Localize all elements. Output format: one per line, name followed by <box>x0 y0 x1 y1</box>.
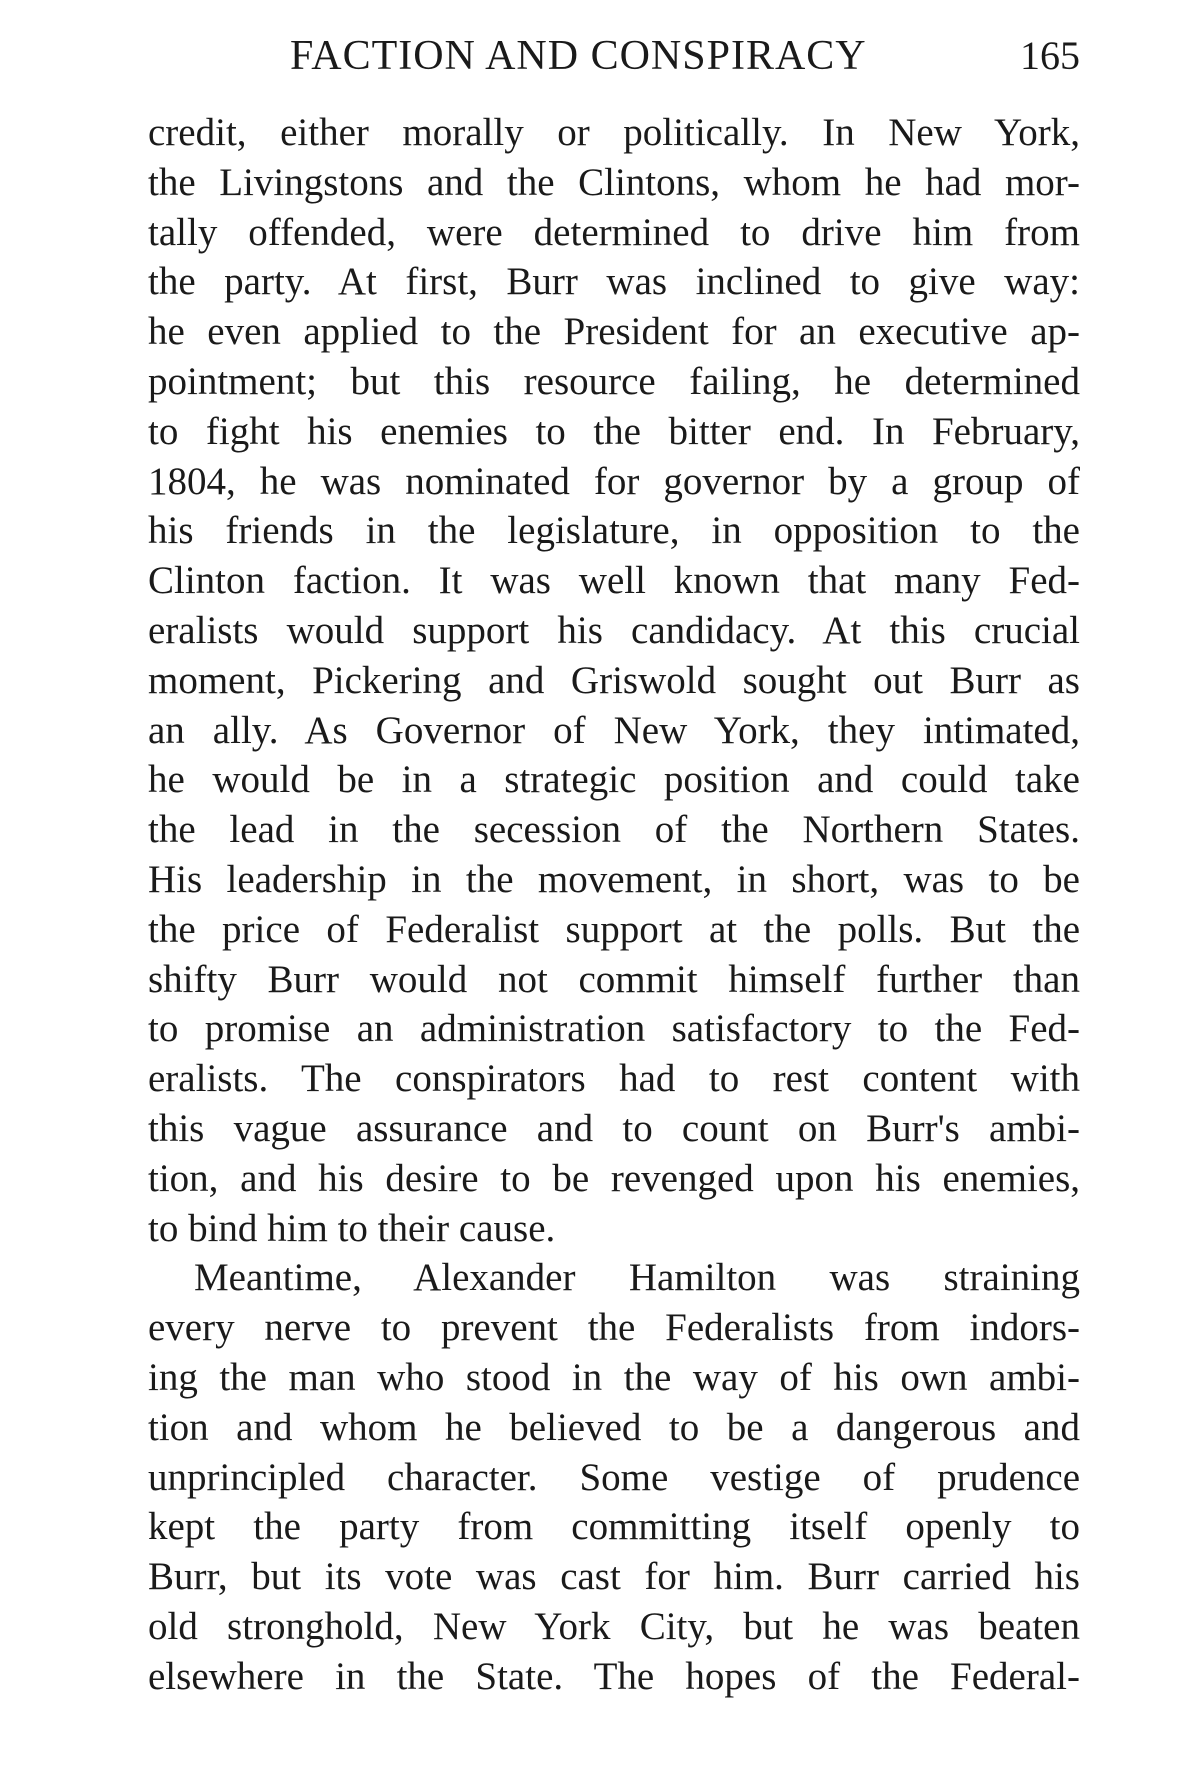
text-line: Burr, but its vote was cast for him. Burr carried his <box>148 1555 1080 1599</box>
text-line: he would be in a strategic position and could take <box>148 758 1080 802</box>
text-line: tion and whom he believed to be a dangerous and <box>148 1405 1080 1449</box>
text-line: kept the party from committing itself openly to <box>148 1505 1080 1549</box>
text-line: this vague assurance and to count on Burr's ambi- <box>148 1106 1080 1150</box>
text-line: an ally. As Governor of New York, they intimated, <box>148 708 1080 752</box>
text-line: to fight his enemies to the bitter end. In February, <box>148 409 1080 453</box>
text-line: eralists. The conspirators had to rest content with <box>148 1057 1080 1101</box>
running-head <box>290 30 1080 82</box>
text-line: ing the man who stood in the way of his own ambi- <box>148 1355 1080 1399</box>
text-line: the party. At first, Burr was inclined to give way: <box>148 260 1080 304</box>
text-line: unprincipled character. Some vestige of prudence <box>148 1455 1080 1499</box>
text-line: the lead in the secession of the Northern States. <box>148 808 1080 852</box>
running-title: FACTION AND CONSPIRACY <box>290 33 867 79</box>
text-line: he even applied to the President for an executive ap- <box>148 310 1080 354</box>
text-line: elsewhere in the State. The hopes of the Federal- <box>148 1654 1080 1698</box>
text-line: Clinton faction. It was well known that many Fed- <box>148 559 1080 603</box>
text-line: credit, either morally or politically. In New York, <box>148 111 1080 154</box>
text-line: moment, Pickering and Griswold sought out Burr as <box>148 658 1080 702</box>
text-line: pointment; but this resource failing, he determined <box>148 359 1080 403</box>
text-line: the Livingstons and the Clintons, whom he had mor- <box>148 160 1080 204</box>
text-line: every nerve to prevent the Federalists from indors- <box>148 1306 1080 1350</box>
text-line: eralists would support his candidacy. At this crucial <box>148 608 1080 652</box>
paragraph-first-line: Meantime, Alexander Hamilton was straining <box>194 1256 1080 1300</box>
text-line: his friends in the legislature, in opposition to the <box>148 509 1080 553</box>
page-number: 165 <box>1020 33 1080 78</box>
text-line: 1804, he was nominated for governor by a group of <box>148 459 1080 503</box>
text-line: tion, and his desire to be revenged upon his enemies, <box>148 1156 1080 1200</box>
text-line: the price of Federalist support at the polls. But the <box>148 907 1080 951</box>
text-line: to promise an administration satisfactory to the Fed- <box>148 1007 1080 1051</box>
text-line: tally offended, were determined to drive him from <box>148 210 1080 254</box>
text-line: His leadership in the movement, in short, was to be <box>148 857 1080 901</box>
text-line: old stronghold, New York City, but he was beaten <box>148 1604 1080 1648</box>
body-text <box>148 108 1080 1702</box>
text-line: shifty Burr would not commit himself further than <box>148 957 1080 1001</box>
paragraph-last-line: to bind him to their cause. <box>148 1206 556 1250</box>
